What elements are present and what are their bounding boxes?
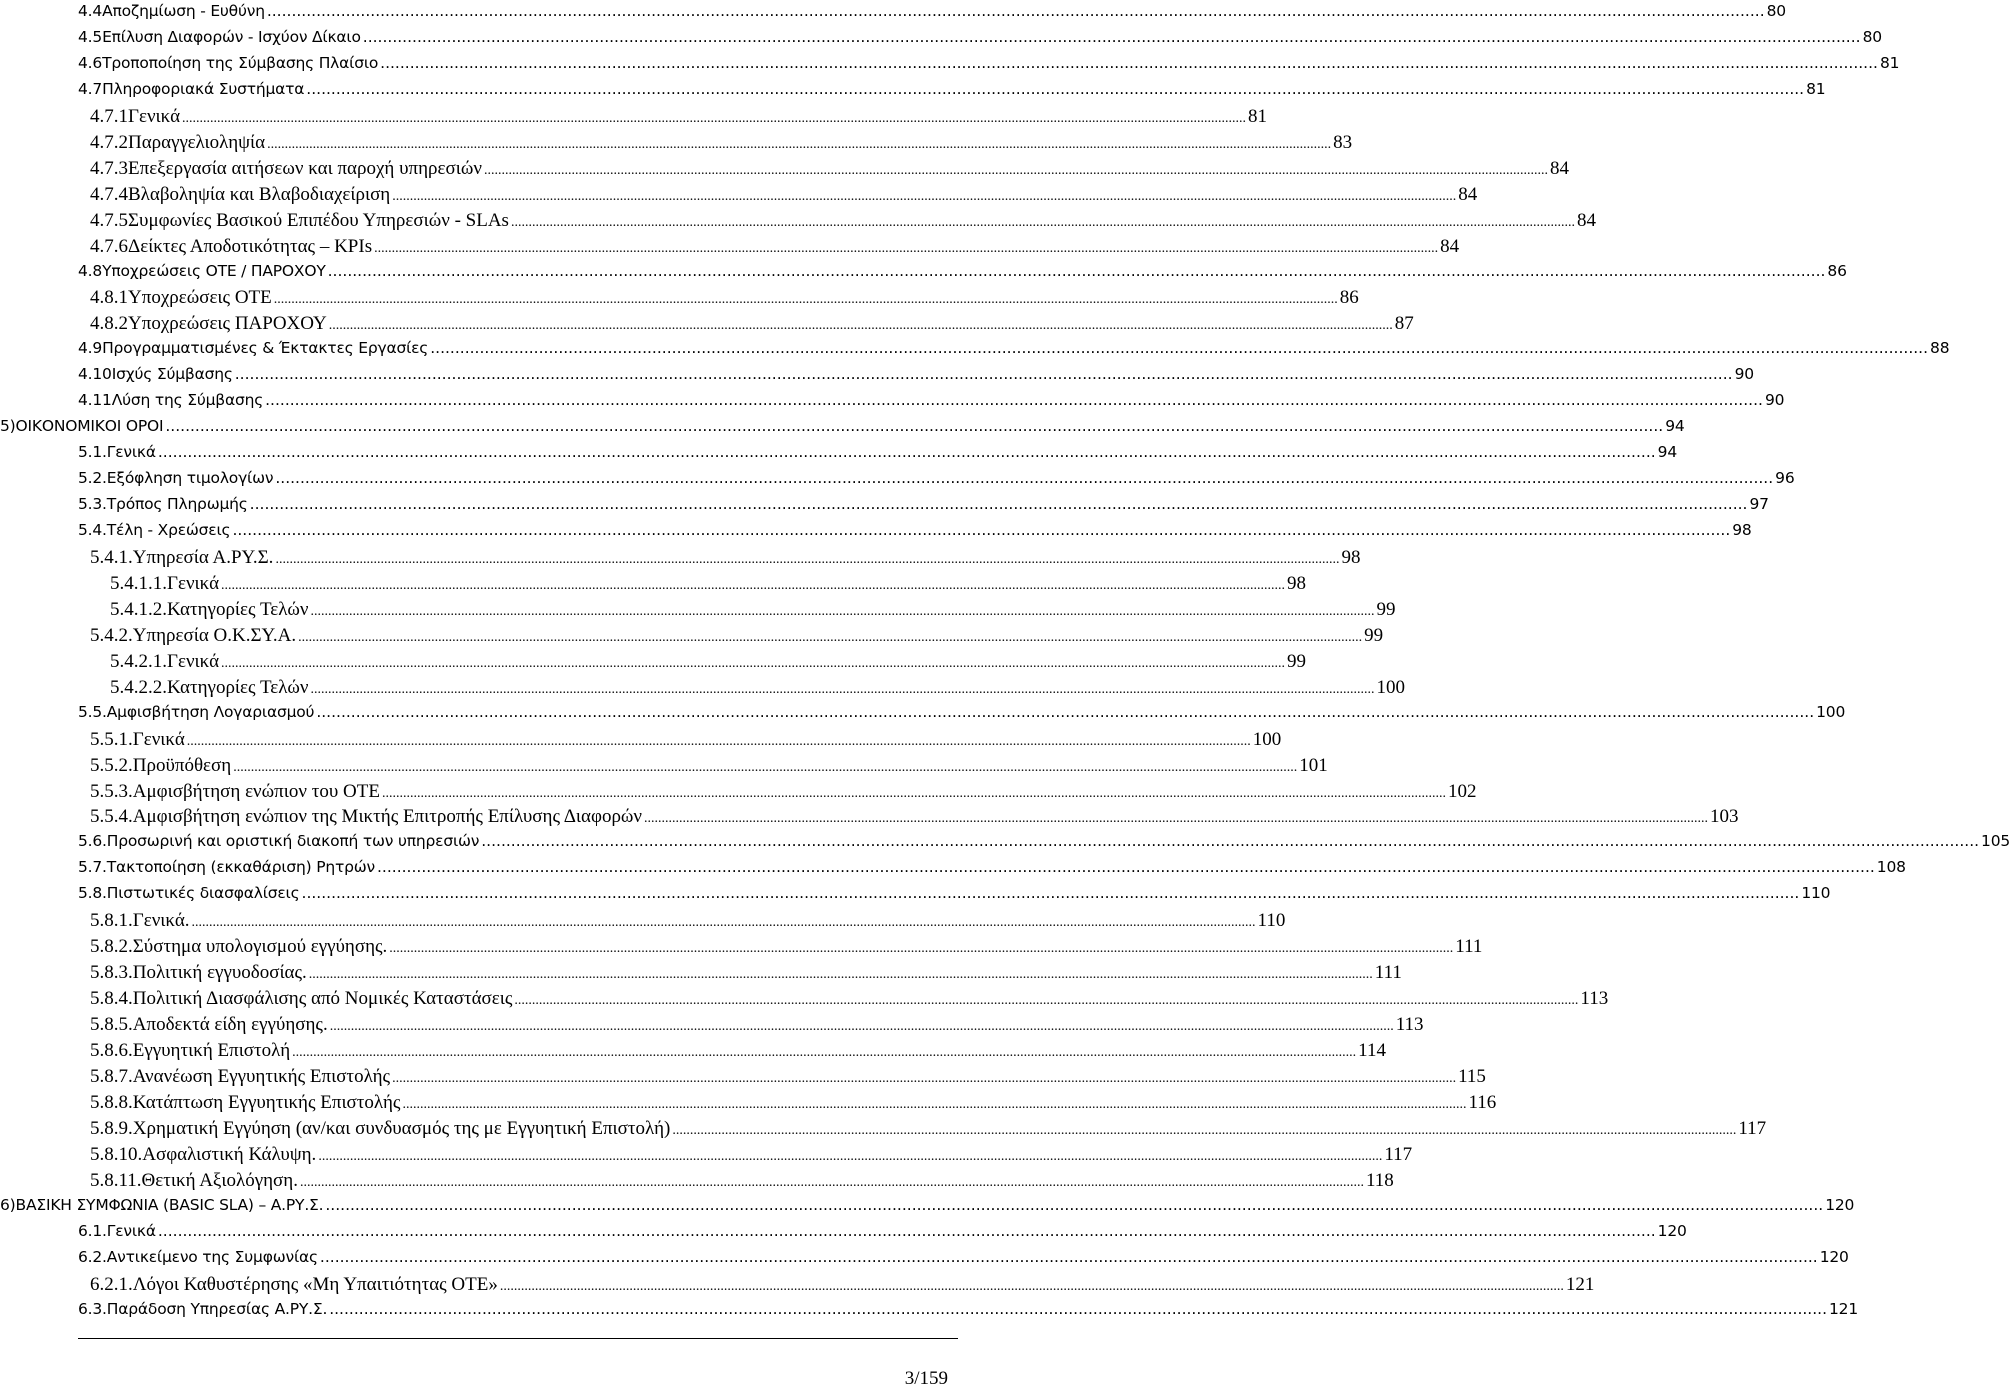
toc-entry[interactable] xyxy=(0,988,1609,1014)
toc-entry[interactable] xyxy=(0,754,1328,781)
toc-entry[interactable] xyxy=(0,936,1483,962)
toc-entry-title: Συμφωνίες Βασικού Επιπέδου Υπηρεσιών - SLAs xyxy=(128,209,509,231)
toc-entry[interactable] xyxy=(0,546,1361,573)
toc-dot-leader xyxy=(275,547,1339,569)
toc-entry[interactable] xyxy=(0,728,1282,755)
toc-dot-leader xyxy=(320,1248,1818,1266)
toc-entry-title: Τέλη - Χρεώσεις xyxy=(106,521,231,539)
toc-entry-title: Δείκτες Αποδοτικότητας – KPIs xyxy=(128,235,373,257)
toc-dot-leader xyxy=(298,625,1362,647)
toc-dot-leader xyxy=(158,1222,1656,1240)
toc-entry-number: 5.5. xyxy=(78,702,107,721)
toc-entry-title: Γενικά xyxy=(167,572,220,594)
toc-entry-title: Επεξεργασία αιτήσεων και παροχή υπηρεσιών xyxy=(128,157,482,179)
toc-entry-number: 6.2.1. xyxy=(90,1273,133,1295)
toc-entry[interactable] xyxy=(0,443,1677,469)
toc-entry[interactable] xyxy=(0,365,1754,391)
toc-entry-number: 5) xyxy=(0,417,16,436)
toc-entry-page: 97 xyxy=(1749,495,1769,514)
toc-entry[interactable] xyxy=(0,1014,1424,1040)
toc-entry-title: Εξόφληση τιμολογίων xyxy=(106,469,274,488)
toc-entry[interactable] xyxy=(0,79,1826,106)
toc-entry-number: 6.3. xyxy=(78,1299,107,1318)
toc-entry-number: 6.1. xyxy=(78,1221,107,1240)
toc-entry-number: 5.3. xyxy=(78,495,107,514)
toc-dot-leader xyxy=(221,573,1285,595)
toc-dot-leader xyxy=(329,313,1393,335)
toc-entry-page: 118 xyxy=(1365,1169,1394,1191)
toc-entry-title: Πολιτική Διασφάλισης από Νομικές Καταστάσεις xyxy=(132,988,513,1010)
toc-dot-leader xyxy=(363,28,1861,46)
toc-entry-title: ΒΑΣΙΚΗ ΣΥΜΦΩΝΙΑ (BASIC SLA) – Α.ΡΥ.Σ. xyxy=(15,1195,324,1214)
toc-entry-title: Γενικά xyxy=(132,728,185,750)
toc-entry-number: 4.7.6 xyxy=(90,235,128,257)
toc-entry[interactable] xyxy=(0,157,1569,184)
toc-entry[interactable] xyxy=(0,1221,1687,1248)
toc-dot-leader xyxy=(302,884,1800,902)
toc-dot-leader xyxy=(187,729,1251,751)
toc-entry-number: 4.6 xyxy=(78,53,103,72)
toc-entry[interactable] xyxy=(0,1091,1497,1118)
toc-dot-leader xyxy=(500,1274,1564,1296)
toc-entry-page: 113 xyxy=(1580,988,1609,1010)
toc-entry-title: Κατηγορίες Τελών xyxy=(167,676,309,698)
toc-entry-page: 120 xyxy=(1825,1195,1855,1214)
toc-entry-title: Πληροφοριακά Συστήματα xyxy=(102,79,305,98)
toc-entry-title: Επίλυση Διαφορών - Ισχύον Δίκαιο xyxy=(102,27,361,46)
toc-entry-number: 4.7.5 xyxy=(90,209,128,231)
toc-entry-page: 121 xyxy=(1565,1273,1595,1295)
toc-entry-title: Αμφισβήτηση ενώπιον του ΟΤΕ xyxy=(132,780,380,802)
toc-entry[interactable] xyxy=(0,53,1900,80)
toc-entry-page: 87 xyxy=(1394,313,1414,335)
toc-entry-number: 4.8 xyxy=(78,261,103,280)
toc-entry[interactable] xyxy=(0,1195,1855,1222)
toc-entry-page: 110 xyxy=(1257,910,1286,932)
toc-entry-title: Προγραμματισμένες & Έκτακτες Εργασίες xyxy=(102,339,429,358)
toc-entry-number: 5.5.1. xyxy=(90,728,133,750)
toc-entry-title: Προσωρινή και οριστική διακοπή των υπηρεσιών xyxy=(106,832,480,851)
toc-entry-page: 100 xyxy=(1376,676,1406,698)
toc-entry-page: 115 xyxy=(1458,1065,1486,1087)
toc-entry[interactable] xyxy=(0,1273,1595,1300)
toc-entry[interactable] xyxy=(0,702,1846,729)
toc-entry[interactable] xyxy=(0,1169,1394,1196)
toc-entry-title: Τακτοποίηση (εκκαθάριση) Ρητρών xyxy=(106,858,375,877)
toc-entry-title: Γενικά xyxy=(106,443,156,462)
toc-entry-title: Γενικά xyxy=(167,650,220,672)
toc-entry-title: Τροποποίηση της Σύμβασης Πλαίσιο xyxy=(102,53,379,72)
footer-divider xyxy=(78,1338,958,1339)
toc-dot-leader xyxy=(300,1170,1364,1192)
toc-entry-page: 111 xyxy=(1455,936,1483,958)
toc-entry-title: Αμφισβήτηση Λογαριασμού xyxy=(106,702,315,721)
toc-entry-title: Γενικά xyxy=(106,1221,156,1240)
toc-entry[interactable] xyxy=(0,676,1406,703)
toc-entry-number: 6) xyxy=(0,1195,16,1214)
toc-entry-number: 4.7.3 xyxy=(90,157,128,179)
toc-entry[interactable] xyxy=(0,339,1950,365)
toc-entry-page: 94 xyxy=(1665,417,1685,436)
toc-entry[interactable] xyxy=(0,910,1286,936)
toc-entry-number: 5.6. xyxy=(78,832,107,851)
toc-entry-title: Αμφισβήτηση ενώπιον της Μικτής Επιτροπής Επίλυσης Διαφορών xyxy=(132,806,643,828)
toc-dot-leader xyxy=(292,1040,1356,1062)
toc-entry-title: Πιστωτικές διασφαλίσεις xyxy=(106,884,300,903)
toc-entry-page: 114 xyxy=(1358,1040,1386,1061)
toc-entry-page: 100 xyxy=(1252,728,1282,750)
toc-dot-leader xyxy=(325,1196,1823,1214)
toc-entry-title: Λόγοι Καθυστέρησης «Μη Υπαιτιότητας ΟΤΕ» xyxy=(132,1273,498,1295)
toc-entry-page: 80 xyxy=(1766,2,1786,20)
toc-entry-page: 84 xyxy=(1549,157,1569,179)
toc-dot-leader xyxy=(232,521,1730,539)
toc-dot-leader xyxy=(221,651,1285,673)
toc-entry-page: 81 xyxy=(1806,79,1826,98)
toc-entry-number: 5.4.2. xyxy=(90,624,133,646)
toc-dot-leader xyxy=(311,677,1375,699)
toc-entry[interactable] xyxy=(0,261,1847,288)
toc-entry-number: 5.4.1.2. xyxy=(110,598,167,620)
toc-entry[interactable] xyxy=(0,650,1307,677)
toc-entry-page: 96 xyxy=(1775,469,1795,488)
toc-dot-leader xyxy=(514,988,1578,1010)
toc-entry-page: 98 xyxy=(1732,521,1752,539)
toc-entry-title: Θετική Αξιολόγηση. xyxy=(141,1169,298,1191)
toc-entry-page: 81 xyxy=(1879,53,1900,72)
toc-entry-number: 6.2. xyxy=(78,1247,107,1266)
toc-entry-page: 84 xyxy=(1440,235,1460,257)
toc-dot-leader xyxy=(306,80,1804,98)
toc-entry-title: Υπηρεσία Α.ΡΥ.Σ. xyxy=(132,546,274,568)
toc-dot-leader xyxy=(380,54,1878,72)
toc-dot-leader xyxy=(182,106,1246,128)
toc-entry-title: Υποχρεώσεις ΠΑΡΟΧΟΥ xyxy=(128,313,327,335)
toc-entry-page: 121 xyxy=(1829,1299,1859,1318)
toc-entry[interactable] xyxy=(0,235,1460,262)
toc-dot-leader xyxy=(233,755,1297,777)
toc-entry-page: 90 xyxy=(1734,365,1754,384)
toc-dot-leader xyxy=(250,495,1748,513)
toc-dot-leader xyxy=(235,365,1733,383)
toc-entry-title: Γενικά xyxy=(128,105,181,127)
toc-dot-leader xyxy=(377,858,1875,876)
toc-dot-leader xyxy=(275,469,1773,487)
toc-entry[interactable] xyxy=(0,780,1477,807)
toc-entry[interactable] xyxy=(0,105,1268,132)
toc-entry-title: Ασφαλιστική Κάλυψη. xyxy=(142,1143,317,1165)
toc-entry[interactable] xyxy=(0,131,1353,158)
toc-entry-page: 99 xyxy=(1364,624,1384,646)
toc-dot-leader xyxy=(389,936,1453,958)
toc-entry-number: 5.4.2.2. xyxy=(110,676,167,698)
toc-entry[interactable] xyxy=(0,1065,1486,1092)
toc-entry-title: Υπηρεσία Ο.Κ.ΣΥ.Α. xyxy=(132,624,297,646)
toc-entry-number: 4.5 xyxy=(78,27,103,46)
toc-entry[interactable] xyxy=(0,27,1882,54)
toc-dot-leader xyxy=(644,806,1708,828)
toc-entry[interactable] xyxy=(0,572,1307,599)
toc-entry-number: 4.7 xyxy=(78,79,103,98)
toc-dot-leader xyxy=(318,1144,1382,1166)
toc-entry-number: 5.1. xyxy=(78,443,107,462)
toc-entry-page: 90 xyxy=(1764,391,1785,410)
toc-entry-number: 5.4. xyxy=(78,521,107,539)
toc-entry-number: 4.11 xyxy=(78,391,112,410)
toc-entry-page: 98 xyxy=(1287,572,1307,594)
toc-entry-number: 5.8.6. xyxy=(90,1040,133,1061)
toc-entry-page: 84 xyxy=(1458,183,1478,205)
toc-dot-leader xyxy=(316,703,1814,721)
toc-entry[interactable] xyxy=(0,183,1478,210)
toc-dot-leader xyxy=(158,443,1656,461)
toc-entry-page: 98 xyxy=(1341,546,1361,568)
toc-entry-page: 99 xyxy=(1287,650,1307,672)
toc-dot-leader xyxy=(481,832,1979,850)
toc-dot-leader xyxy=(392,184,1456,206)
toc-entry-title: Παραγγελιοληψία xyxy=(128,131,266,153)
toc-entry[interactable] xyxy=(0,287,1359,313)
toc-entry[interactable] xyxy=(0,598,1396,625)
toc-entry-title: Παράδοση Υπηρεσίας Α.ΡΥ.Σ. xyxy=(106,1299,328,1318)
toc-entry-number: 5.8.5. xyxy=(90,1014,133,1036)
toc-entry[interactable] xyxy=(0,806,1739,832)
toc-entry-page: 110 xyxy=(1801,884,1831,903)
toc-entry-number: 4.8.1 xyxy=(90,287,128,309)
toc-dot-leader xyxy=(309,962,1373,984)
toc-entry[interactable] xyxy=(0,1117,1767,1144)
toc-entry-number: 5.8. xyxy=(78,884,107,903)
toc-dot-leader xyxy=(274,287,1338,309)
page-number: 3/159 xyxy=(904,1368,948,1389)
toc-entry-number: 5.2. xyxy=(78,469,107,488)
toc-entry-number: 5.8.1. xyxy=(90,910,133,932)
toc-dot-leader xyxy=(267,2,1765,20)
toc-entry-page: 83 xyxy=(1333,131,1353,153)
toc-entry-page: 117 xyxy=(1738,1117,1767,1139)
toc-entry[interactable] xyxy=(0,391,1785,417)
toc-entry-page: 113 xyxy=(1395,1014,1424,1036)
toc-entry-page: 101 xyxy=(1299,754,1328,776)
toc-entry[interactable] xyxy=(0,495,1769,521)
toc-dot-leader xyxy=(374,236,1438,258)
toc-entry[interactable] xyxy=(0,832,2010,858)
toc-entry-page: 99 xyxy=(1376,598,1396,620)
toc-entry-page: 108 xyxy=(1876,858,1906,877)
toc-entry-title: Αντικείμενο της Συμφωνίας xyxy=(106,1247,318,1266)
toc-entry-number: 4.10 xyxy=(78,365,112,384)
toc-entry-title: Γενικά. xyxy=(132,910,190,932)
toc-entry-page: 105 xyxy=(1981,832,2010,851)
toc-entry[interactable] xyxy=(0,962,1402,988)
toc-entry-number: 5.8.4. xyxy=(90,988,133,1010)
toc-entry-page: 94 xyxy=(1657,443,1677,462)
toc-entry-page: 84 xyxy=(1576,209,1596,231)
toc-entry[interactable] xyxy=(0,313,1414,339)
toc-entry-number: 5.8.2. xyxy=(90,936,133,958)
toc-entry-number: 4.8.2 xyxy=(90,313,128,335)
toc-entry[interactable] xyxy=(0,417,1685,443)
toc-entry-title: Υποχρεώσεις ΟΤΕ xyxy=(128,287,272,309)
toc-dot-leader xyxy=(382,781,1446,803)
toc-entry-number: 5.5.2. xyxy=(90,754,133,776)
toc-entry-page: 88 xyxy=(1930,339,1950,358)
toc-entry-title: Προϋπόθεση xyxy=(132,754,232,776)
toc-entry-title: Λύση της Σύμβασης xyxy=(111,391,264,410)
toc-entry-title: Βλαβοληψία και Βλαβοδιαχείριση xyxy=(128,183,391,205)
toc-entry-title: ΟΙΚΟΝΟΜΙΚΟΙ ΟΡΟΙ xyxy=(15,417,164,436)
toc-entry-number: 5.5.3. xyxy=(90,780,133,802)
toc-dot-leader xyxy=(430,339,1928,357)
toc-entry-number: 5.8.10. xyxy=(90,1143,143,1165)
toc-entry-page: 102 xyxy=(1447,780,1477,802)
toc-entry-page: 103 xyxy=(1710,806,1739,828)
toc-entry-number: 5.5.4. xyxy=(90,806,133,828)
toc-entry-page: 100 xyxy=(1816,702,1846,721)
toc-entry-page: 120 xyxy=(1657,1221,1687,1240)
toc-entry[interactable] xyxy=(0,469,1795,495)
toc-entry[interactable] xyxy=(0,209,1596,236)
toc-entry-title: Εγγυητική Επιστολή xyxy=(132,1040,291,1061)
toc-entry-title: Αποζημίωση - Ευθύνη xyxy=(102,2,265,20)
toc-entry-page: 86 xyxy=(1827,261,1847,280)
toc-entry[interactable] xyxy=(0,884,1831,910)
toc-entry-title: Κατηγορίες Τελών xyxy=(167,598,309,620)
toc-entry-title: Πολιτική εγγυοδοσίας. xyxy=(132,962,307,984)
toc-entry-number: 4.7.1 xyxy=(90,105,128,127)
toc-entry-title: Υποχρεώσεις ΟΤΕ / ΠΑΡΟΧΟΥ xyxy=(102,261,326,280)
toc-entry[interactable] xyxy=(0,2,1786,28)
toc-entry[interactable] xyxy=(0,1143,1413,1170)
toc-dot-leader xyxy=(328,262,1826,280)
toc-entry-number: 5.8.8. xyxy=(90,1091,133,1113)
toc-entry-page: 120 xyxy=(1819,1247,1849,1266)
toc-entry-title: Κατάπτωση Εγγυητικής Επιστολής xyxy=(132,1091,401,1113)
toc-entry-page: 116 xyxy=(1468,1091,1497,1113)
toc-entry[interactable] xyxy=(0,624,1384,651)
toc-entry-title: Χρηματική Εγγύηση (αν/και συνδυασμός της με Εγγυητική Επιστολή) xyxy=(132,1117,671,1139)
toc-dot-leader xyxy=(672,1118,1736,1140)
toc-dot-leader xyxy=(311,599,1375,621)
toc-dot-leader xyxy=(265,391,1763,409)
toc-entry[interactable] xyxy=(0,521,1752,547)
toc-dot-leader xyxy=(402,1092,1466,1114)
toc-dot-leader xyxy=(392,1066,1456,1088)
toc-entry-number: 4.4 xyxy=(78,2,103,20)
toc-entry-page: 86 xyxy=(1339,287,1359,309)
toc-entry-title: Αποδεκτά είδη εγγύησης. xyxy=(132,1014,328,1036)
toc-entry-page: 81 xyxy=(1248,105,1268,127)
toc-entry-number: 5.4.1.1. xyxy=(110,572,167,594)
toc-entry-number: 4.9 xyxy=(78,339,103,358)
toc-dot-leader xyxy=(484,158,1548,180)
toc-entry[interactable] xyxy=(0,858,1906,884)
toc-entry[interactable] xyxy=(0,1299,1859,1326)
toc-entry-number: 5.4.2.1. xyxy=(110,650,167,672)
toc-entry-number: 5.8.3. xyxy=(90,962,133,984)
toc-dot-leader xyxy=(330,1014,1394,1036)
toc-entry-number: 4.7.2 xyxy=(90,131,128,153)
toc-entry-page: 80 xyxy=(1862,27,1882,46)
toc-entry-page: 111 xyxy=(1374,962,1402,984)
toc-entry-number: 5.7. xyxy=(78,858,107,877)
toc-entry-title: Ανανέωση Εγγυητικής Επιστολής xyxy=(132,1065,391,1087)
toc-entry-page: 117 xyxy=(1384,1143,1413,1165)
toc-entry-title: Τρόπος Πληρωμής xyxy=(106,495,248,514)
toc-entry[interactable] xyxy=(0,1040,1386,1066)
toc-dot-leader xyxy=(511,210,1575,232)
toc-entry-number: 5.4.1. xyxy=(90,546,133,568)
toc-entry-number: 4.7.4 xyxy=(90,183,128,205)
toc-entry[interactable] xyxy=(0,1247,1849,1274)
toc-entry-title: Ισχύς Σύμβασης xyxy=(111,365,233,384)
toc-entry-number: 5.8.9. xyxy=(90,1117,133,1139)
toc-dot-leader xyxy=(192,910,1256,932)
toc-dot-leader xyxy=(329,1300,1827,1318)
toc-entry-title: Σύστημα υπολογισμού εγγύησης. xyxy=(132,936,388,958)
toc-dot-leader xyxy=(165,417,1663,435)
toc-entry-number: 5.8.7. xyxy=(90,1065,133,1087)
toc-entry-number: 5.8.11. xyxy=(90,1169,142,1191)
toc-dot-leader xyxy=(267,132,1331,154)
